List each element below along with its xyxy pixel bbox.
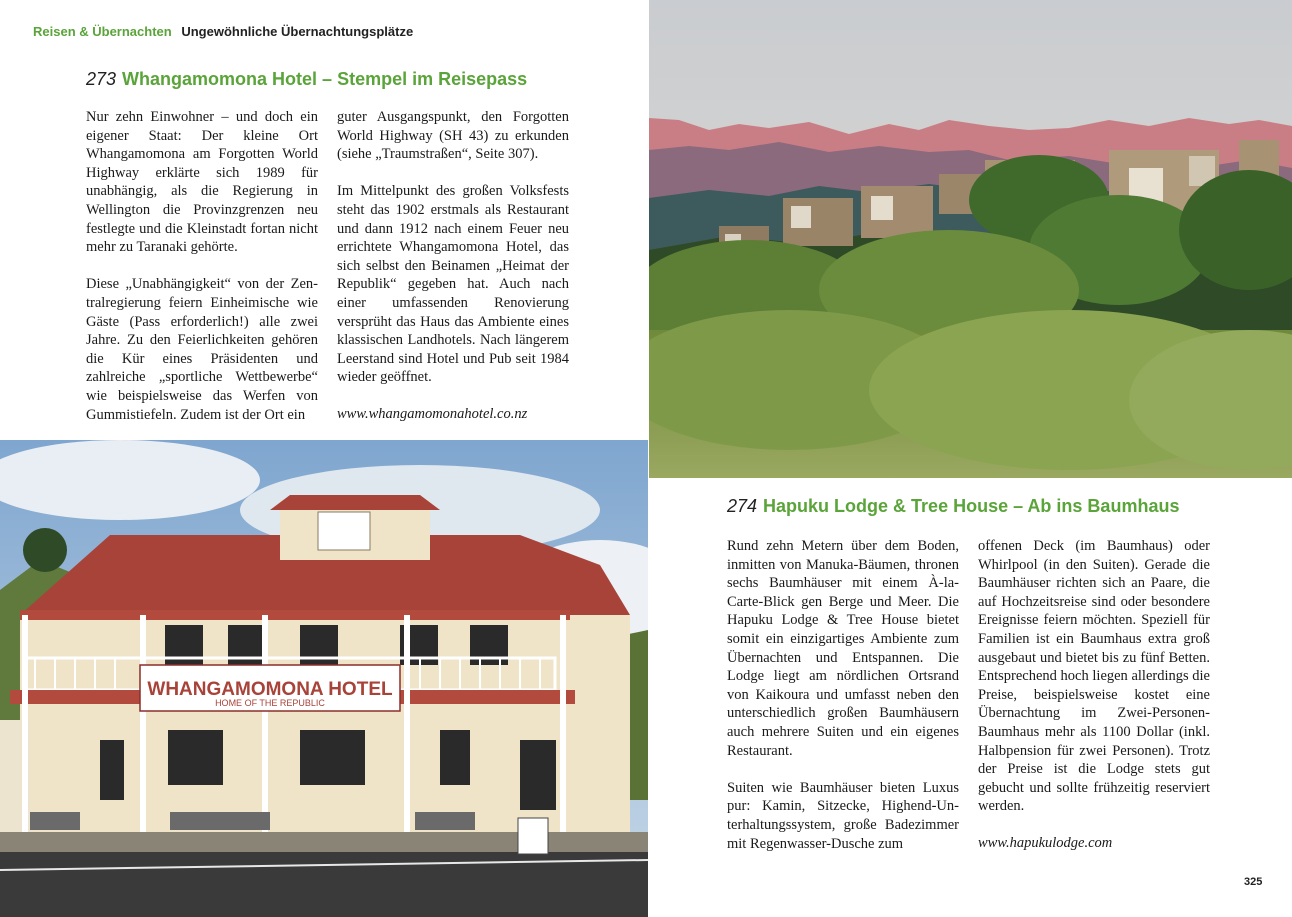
running-header <box>33 24 413 39</box>
paragraph: Nur zehn Einwohner – und doch ein eigener Staat: Der kleine Ort Whangamomona am Forgotten World Highway erklärte sich 1989 für unabhängig, als die Regierung in Wellington die Provinzgrenzen neu festlegte und die Kleinstadt fortan nicht mehr zu Taranaki gehörte. <box>86 109 318 256</box>
paragraph: guter Ausgangspunkt, den Forgotten World Highway (SH 43) zu erkunden (siehe „Traumstraßen“, Seite 307). <box>337 109 569 163</box>
entry-273-title <box>86 69 527 90</box>
hotel-illustration <box>0 440 648 917</box>
page-number: 325 <box>1244 876 1263 888</box>
paragraph: Suiten wie Baumhäuser bieten Luxus pur: Kamin, Sitzecke, Highend-Unterhaltungssystem, große Badezimmer mit Regenwasser-Dusche zum <box>727 779 959 852</box>
entry-274-column-2 <box>978 537 1210 853</box>
entry-273-column-1 <box>86 108 318 424</box>
entry-274-title <box>727 496 1179 517</box>
paragraph: Im Mittelpunkt des großen Volksfests steht das 1902 erstmals als Restaurant und dann 1912 nach einem Feuer neu errichtete Whangamomona Hotel, das sich selbst den Beinamen „Heimat der Republik“ gegeben hat. Auch nach einer umfassenden Renovierung versprüht das Haus das Ambiente eines klassischen Landhotels. Nach längerem Leerstand sind Hotel und Pub seit 1984 wieder geöffnet. <box>337 183 569 386</box>
lodge-illustration <box>649 0 1292 478</box>
hotel-sign-text: WHANGAMOMONA HOTEL <box>147 679 393 700</box>
tree-house-lodge-photo <box>649 0 1292 478</box>
entry-heading: Hapuku Lodge & Tree House – Ab ins Baumhaus <box>763 496 1180 516</box>
website-link[interactable]: www.whangamomonahotel.co.nz <box>337 405 528 422</box>
hotel-sign-subtext: HOME OF THE REPUBLIC <box>215 698 325 708</box>
entry-273-column-2 <box>337 108 569 424</box>
header-topic: Ungewöhnliche Übernachtungsplätze <box>181 24 414 39</box>
entry-number: 274 <box>727 496 758 516</box>
entry-number: 273 <box>86 69 117 89</box>
paragraph: Rund zehn Metern über dem Boden, inmitten von Manuka-Bäumen, thronen sechs Baumhäuser mit einem À-la-Carte-Blick gen Berge und Meer. Die Hapuku Lodge & Tree House bietet somit ein einzigartiges Ambiente zum Übernachten und Entspannen. Die Lodge liegt am nördlichen Ortsrand von Kaikoura und umfasst neben den unterschiedlich großen Baumhäusern auch mehrere Suiten und ein eigenes Restaurant. <box>727 538 959 759</box>
whangamomona-hotel-photo <box>0 440 648 917</box>
paragraph: offenen Deck (im Baumhaus) oder Whirlpool (in den Suiten). Gerade die Baumhäuser richten sich an Paare, die auf Hochzeitsreise sind oder besondere Ereignisse feiern möchten. Speziell für Familien ist ein Baumhaus extra groß ausgebaut und bietet bis zu fünf Betten. Entsprechend hoch liegen allerdings die Preise, beispielsweise kostet eine Übernachtung im Zwei-Personen-Baumhaus mehr als 1100 Dollar (inkl. Halbpension für zwei Personen). Trotz der Preise ist die Lodge stets gut gebucht und sollte frühzeitig reserviert werden. <box>978 538 1210 815</box>
header-section: Reisen & Übernachten <box>33 24 172 39</box>
website-link[interactable]: www.hapukulodge.com <box>978 834 1113 851</box>
entry-heading: Whangamomona Hotel – Stempel im Reisepass <box>122 69 528 89</box>
paragraph: Diese „Unabhängigkeit“ von der Zentralregierung feiern Einheimische wie Gäste (Pass erforderlich!) alle zwei Jahre. Zu den Feierlichkeiten gehören die Kür eines Präsidenten und zahlreiche „sportliche Wettbewerbe“ wie beispielsweise das Werfen von Gummistiefeln. Zudem ist der Ort ein <box>86 276 318 423</box>
entry-274-column-1 <box>727 537 959 853</box>
